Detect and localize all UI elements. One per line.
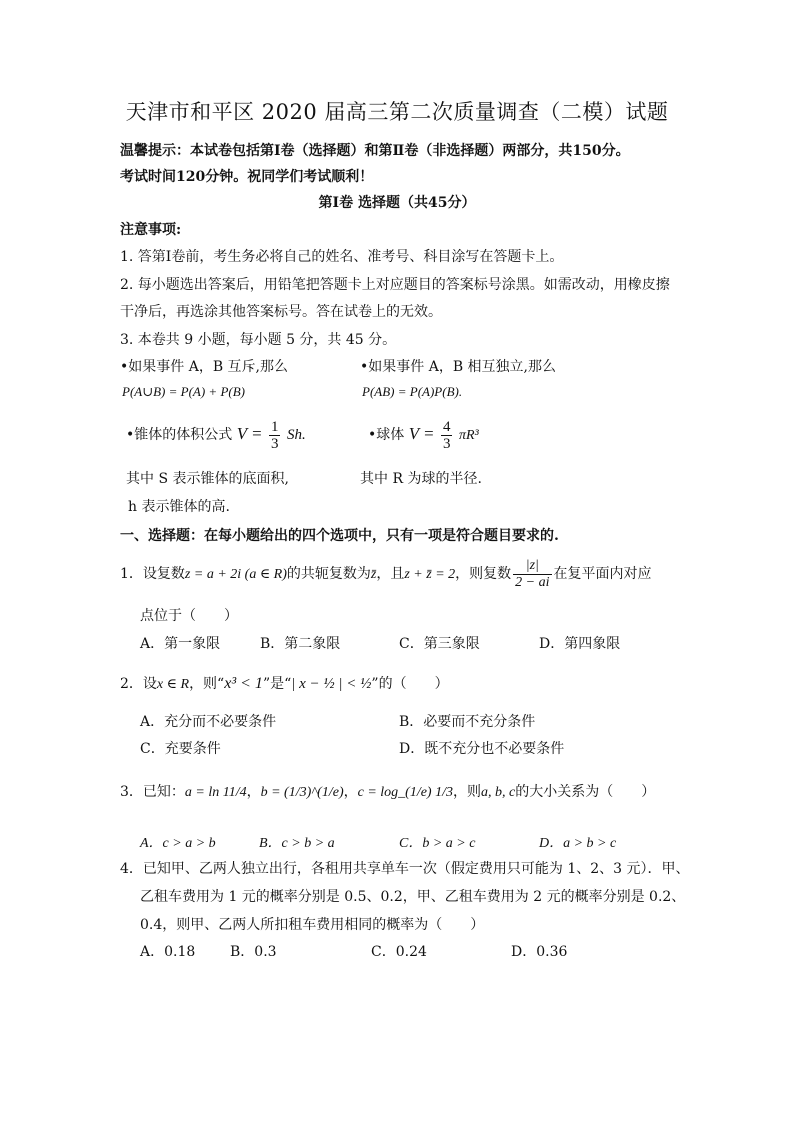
question-4-line: 4．已知甲、乙两人独立出行，各租用共享单车一次（假定费用只可能为 1、2、3 元）．甲、 bbox=[120, 861, 690, 877]
q3-math-abc: a, b, c bbox=[480, 785, 516, 800]
formula-exclusive-label: •如果事件 A，B 互斥,那么 bbox=[120, 359, 289, 375]
formula-independent-eq: P(AB) = P(A)P(B). bbox=[362, 384, 463, 399]
tip-line-2: 考试时间120分钟。祝同学们考试顺利！ bbox=[120, 169, 374, 185]
q1-math-z: z = a + 2i (a ∈ R) bbox=[184, 567, 287, 582]
part1-heading: 一、选择题：在每小题给出的四个选项中，只有一项是符合题目要求的. bbox=[120, 528, 559, 544]
note-item: 干净后，再选涂其他答案标号。答在试卷上的无效。 bbox=[120, 304, 442, 320]
question-2-stem: 2．设x ∈ R，则“x³ < 1”是“| x − ½ | < ½”的（ ） bbox=[120, 675, 449, 692]
tip-line-1: 温馨提示：本试卷包括第Ⅰ卷（选择题）和第Ⅱ卷（非选择题）两部分，共150分。 bbox=[120, 143, 630, 159]
question-3-stem: 3．已知：a = ln 11/4，b = (1/3)^(1/e)，c = log_(1/e) 1/3，则a, b, c的大小关系为（ ） bbox=[120, 784, 656, 800]
sphere-volume-formula bbox=[368, 414, 479, 454]
sphere-note-radius: 其中 R 为球的半径. bbox=[360, 471, 482, 487]
sphere-fraction: $\frac{4}{3}$ bbox=[442, 418, 451, 452]
question-4-line: 0.4，则甲、乙两人所扣租车费用相同的概率为（ ） bbox=[140, 917, 485, 933]
q2-option-a[interactable]: A．充分而不必要条件 bbox=[140, 714, 277, 730]
q3-option-c[interactable]: C．b > a > c bbox=[399, 836, 476, 851]
q3-option-d[interactable]: D．a > b > c bbox=[539, 836, 617, 851]
question-1-stem-cont: 点位于（ ） bbox=[140, 608, 238, 624]
q2-option-b[interactable]: B．必要而不充分条件 bbox=[399, 714, 536, 730]
sphere-lhs: V = bbox=[408, 424, 435, 443]
question-4-line: 乙租车费用为 1 元的概率分别是 0.5、0.2，甲、乙租车费用为 2 元的概率分别是 0.2、 bbox=[140, 889, 686, 905]
q1-fraction: $\frac{|z|}{2 - ai}$ bbox=[515, 557, 550, 590]
note-item: 1. 答第Ⅰ卷前，考生务必将自己的姓名、准考号、科目涂写在答题卡上。 bbox=[120, 249, 564, 265]
note-item: 2. 每小题选出答案后，用铅笔把答题卡上对应题目的答案标号涂黑。如需改动，用橡皮擦 bbox=[120, 277, 670, 293]
note-item: 3. 本卷共 9 小题，每小题 5 分，共 45 分。 bbox=[120, 332, 397, 348]
q3-option-a[interactable]: A．c > a > b bbox=[140, 836, 216, 851]
q1-math-sum: z + z̄ = 2 bbox=[404, 567, 456, 582]
cone-label: •锥体的体积公式 bbox=[126, 427, 233, 443]
cone-note-base: 其中 S 表示锥体的底面积, bbox=[126, 471, 289, 487]
q1-option-d[interactable]: D．第四象限 bbox=[539, 636, 621, 652]
cone-volume-formula bbox=[126, 414, 306, 454]
page-title: 天津市和平区 2020 届高三第二次质量调查（二模）试题 bbox=[125, 100, 669, 124]
q3-math-b: b = (1/3)^(1/e) bbox=[260, 785, 344, 800]
cone-rhs: Sh. bbox=[286, 427, 306, 443]
q3-math-a: a = ln 11/4 bbox=[184, 785, 247, 800]
q4-option-d[interactable]: D．0.36 bbox=[511, 944, 568, 960]
q2-option-d[interactable]: D．既不充分也不必要条件 bbox=[399, 741, 565, 757]
notes-heading: 注意事项: bbox=[120, 222, 182, 238]
formula-exclusive-eq: P(A∪B) = P(A) + P(B) bbox=[122, 384, 245, 399]
q1-option-b[interactable]: B．第二象限 bbox=[260, 636, 341, 652]
cone-note-height: h 表示锥体的高. bbox=[128, 499, 230, 515]
q1-option-c[interactable]: C．第三象限 bbox=[399, 636, 480, 652]
q2-math-abs: | x − ½ | < ½ bbox=[291, 676, 372, 692]
cone-lhs: V = bbox=[236, 424, 263, 443]
q4-option-b[interactable]: B．0.3 bbox=[230, 944, 277, 960]
q2-math-x: x ∈ R bbox=[156, 677, 190, 692]
question-1-stem: 1．设复数z = a + 2i (a ∈ R)的共轭复数为z̄，且z + z̄ = 2，则复数 $\frac{|z|}{2 - ai}$ 在复平面内对应 bbox=[120, 557, 652, 590]
q2-option-c[interactable]: C．充要条件 bbox=[140, 741, 221, 757]
sphere-rhs: πR³ bbox=[458, 428, 479, 443]
q2-math-cube: x³ < 1 bbox=[224, 675, 263, 692]
q4-option-a[interactable]: A．0.18 bbox=[140, 944, 196, 960]
q3-option-b[interactable]: B．c > b > a bbox=[259, 836, 335, 851]
q4-option-c[interactable]: C．0.24 bbox=[371, 944, 427, 960]
cone-fraction: $\frac{1}{3}$ bbox=[270, 418, 279, 452]
q1-math-conj: z̄ bbox=[370, 567, 377, 582]
q1-option-a[interactable]: A．第一象限 bbox=[140, 636, 221, 652]
sphere-label: •球体 bbox=[368, 427, 405, 443]
section-title: 第Ⅰ卷 选择题（共45分） bbox=[318, 195, 476, 211]
formula-independent-label: •如果事件 A，B 相互独立,那么 bbox=[360, 359, 557, 375]
q3-math-c: c = log_(1/e) 1/3 bbox=[357, 785, 453, 800]
